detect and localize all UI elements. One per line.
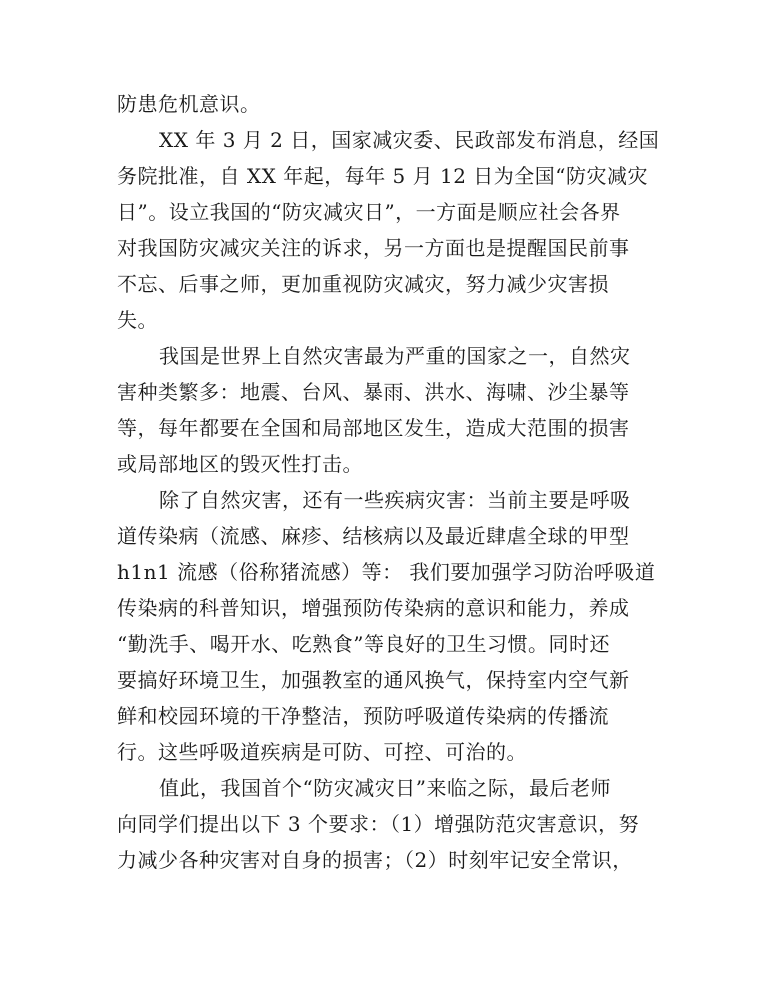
- text-line: 对我国防灾减灾关注的诉求，另一方面也是提醒国民前事: [117, 236, 630, 260]
- text-line: 或局部地区的毁灭性打击。: [117, 452, 363, 476]
- document-body: [117, 86, 660, 878]
- text-line: 传染病的科普知识，增强预防传染病的意识和能力，养成: [117, 596, 630, 620]
- text-line: 失。: [117, 308, 158, 332]
- text-line: 我国是世界上自然灾害最为严重的国家之一，自然灾: [159, 344, 631, 368]
- text-line: 防患危机意识。: [117, 92, 261, 116]
- text-line: h1n1 流感（俗称猪流感）等： 我们要加强学习防治呼吸道: [117, 560, 656, 584]
- text-line: 鲜和校园环境的干净整洁，预防呼吸道传染病的传播流: [117, 704, 609, 728]
- text-line: XX 年 3 月 2 日，国家减灾委、民政部发布消息，经国: [159, 128, 660, 152]
- text-line: 等，每年都要在全国和局部地区发生，造成大范围的损害: [117, 416, 630, 440]
- text-line: “勤洗手、喝开水、吃熟食”等良好的卫生习惯。同时还: [117, 632, 610, 656]
- text-line: 务院批准，自 XX 年起，每年 5 月 12 日为全国“防灾减灾: [117, 164, 649, 188]
- text-line: 要搞好环境卫生，加强教室的通风换气，保持室内空气新: [117, 668, 630, 692]
- text-line: 力减少各种灾害对自身的损害；（2）时刻牢记安全常识，: [117, 848, 633, 872]
- text-line: 值此，我国首个“防灾减灾日”来临之际，最后老师: [159, 776, 611, 800]
- text-line: 行。这些呼吸道疾病是可防、可控、可治的。: [117, 740, 527, 764]
- text-line: 向同学们提出以下 3 个要求：（1）增强防范灾害意识，努: [117, 812, 640, 836]
- text-line: 除了自然灾害，还有一些疾病灾害：当前主要是呼吸: [159, 488, 631, 512]
- text-line: 不忘、后事之师，更加重视防灾减灾，努力减少灾害损: [117, 272, 609, 296]
- text-line: 日”。设立我国的“防灾减灾日”，一方面是顺应社会各界: [117, 200, 621, 224]
- text-line: 害种类繁多：地震、台风、暴雨、洪水、海啸、沙尘暴等: [117, 380, 630, 404]
- text-line: 道传染病（流感、麻疹、结核病以及最近肆虐全球的甲型: [117, 524, 630, 548]
